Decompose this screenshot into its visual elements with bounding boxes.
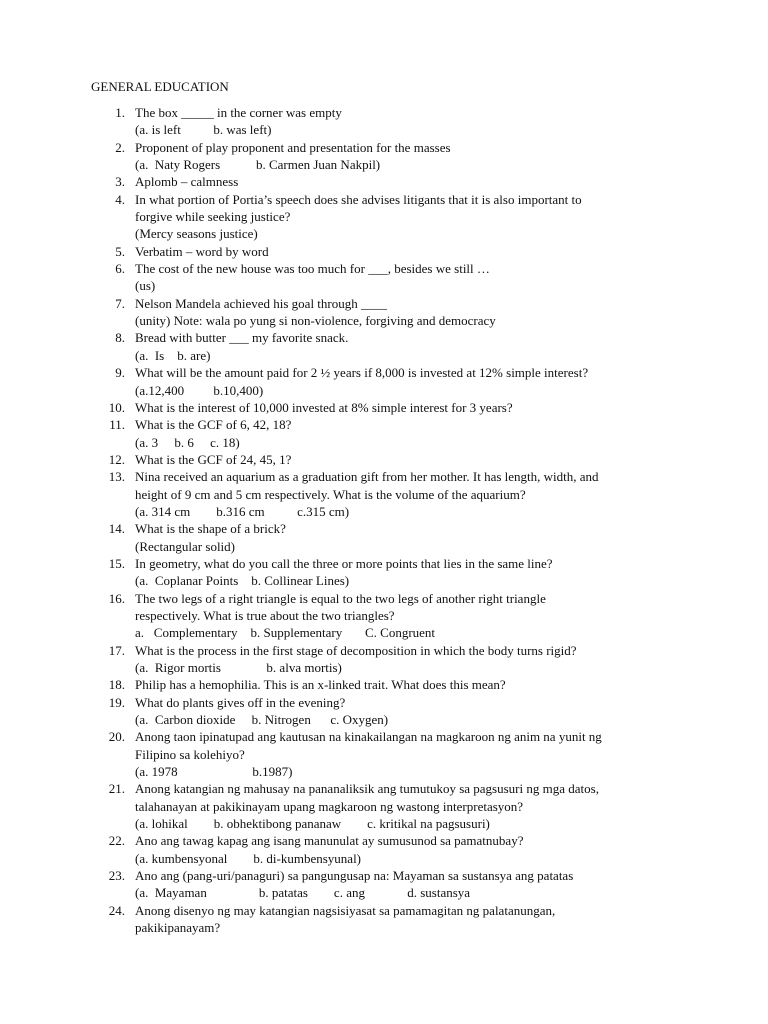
question-text: What is the GCF of 24, 45, 1? bbox=[135, 451, 292, 467]
question-continuation: Filipino sa kolehiyo? bbox=[135, 746, 245, 762]
question-text: Anong taon ipinatupad ang kautusan na kinakailangan na magkaroon ng anim na yunit ng bbox=[135, 729, 602, 745]
question-number: 1. bbox=[115, 105, 125, 120]
question-text: What will be the amount paid for 2 ½ years if 8,000 is invested at 12% simple interest? bbox=[135, 365, 589, 381]
question-item bbox=[91, 329, 691, 364]
question-number: 7. bbox=[115, 295, 125, 311]
question-item bbox=[91, 295, 691, 330]
question-continuation: height of 9 cm and 5 cm respectively. What is the volume of the aquarium? bbox=[135, 486, 526, 502]
question-text: The cost of the new house was too much for ___, besides we still … bbox=[135, 261, 490, 277]
question-text: What do plants gives off in the evening? bbox=[135, 694, 346, 710]
question-text: Bread with butter ___ my favorite snack. bbox=[135, 330, 349, 346]
question-text: Anong katangian ng mahusay na pananaliksik ang tumutukoy sa pagsusuri ng mga datos, bbox=[135, 781, 599, 797]
question-number: 14. bbox=[108, 521, 125, 537]
question-number: 10. bbox=[108, 399, 125, 415]
question-item bbox=[91, 555, 691, 590]
question-item bbox=[91, 364, 691, 399]
question-number: 8. bbox=[115, 330, 125, 346]
question-text: Philip has a hemophilia. This is an x-linked trait. What does this mean? bbox=[135, 677, 506, 693]
question-item bbox=[91, 191, 691, 243]
question-text: Aplomb – calmness bbox=[135, 174, 239, 190]
question-number: 20. bbox=[108, 729, 125, 745]
question-number: 4. bbox=[115, 191, 125, 207]
question-item bbox=[91, 676, 691, 693]
question-text: Ano ang (pang-uri/panaguri) sa pangungusap na: Mayaman sa sustansya ang patatas bbox=[135, 868, 574, 884]
question-continuation: (a. Coplanar Points b. Collinear Lines) bbox=[135, 573, 350, 589]
question-number: 9. bbox=[115, 365, 125, 381]
question-item bbox=[91, 399, 691, 416]
question-text: Nelson Mandela achieved his goal through ____ bbox=[135, 295, 387, 311]
question-text: Nina received an aquarium as a graduation gift from her mother. It has length, width, and bbox=[135, 469, 599, 485]
question-text: What is the GCF of 6, 42, 18? bbox=[135, 417, 292, 433]
question-number: 21. bbox=[108, 781, 125, 797]
question-number: 2. bbox=[115, 139, 125, 155]
question-text: The two legs of a right triangle is equal to the two legs of another right triangle bbox=[135, 590, 546, 606]
question-text: Verbatim – word by word bbox=[135, 243, 269, 259]
question-continuation: respectively. What is true about the two triangles? bbox=[135, 607, 395, 623]
question-item bbox=[91, 590, 691, 642]
question-continuation: (a. kumbensyonal b. di-kumbensyunal) bbox=[135, 850, 362, 866]
question-number: 11. bbox=[109, 417, 125, 433]
question-continuation: a. Complementary b. Supplementary C. Congruent bbox=[135, 625, 436, 641]
question-text: Proponent of play proponent and presentation for the masses bbox=[135, 139, 451, 155]
question-continuation: (a. Is b. are) bbox=[135, 347, 211, 363]
question-text: What is the shape of a brick? bbox=[135, 521, 286, 537]
question-number: 16. bbox=[108, 590, 125, 606]
question-item bbox=[91, 104, 691, 139]
question-number: 13. bbox=[108, 469, 125, 485]
question-item bbox=[91, 520, 691, 555]
question-number: 24. bbox=[108, 902, 125, 918]
question-continuation: (a. Carbon dioxide b. Nitrogen c. Oxygen) bbox=[135, 712, 389, 728]
question-item bbox=[91, 139, 691, 174]
question-continuation: talahanayan at pakikinayam upang magkaroon ng wastong interpretasyon? bbox=[135, 798, 524, 814]
question-continuation: forgive while seeking justice? bbox=[135, 209, 291, 225]
question-continuation: (us) bbox=[135, 278, 156, 294]
question-text: Anong disenyo ng may katangian nagsisiyasat sa pamamagitan ng palatanungan, bbox=[135, 902, 556, 918]
question-item bbox=[91, 451, 691, 468]
question-item bbox=[91, 867, 691, 902]
question-item bbox=[91, 902, 691, 937]
question-item bbox=[91, 694, 691, 729]
question-text: What is the process in the first stage of decomposition in which the body turns rigid? bbox=[135, 642, 577, 658]
question-number: 12. bbox=[108, 451, 125, 467]
question-item bbox=[91, 780, 691, 832]
question-number: 23. bbox=[108, 868, 125, 884]
question-item bbox=[91, 173, 691, 190]
question-text: The box _____ in the corner was empty bbox=[135, 105, 342, 120]
question-number: 17. bbox=[108, 642, 125, 658]
question-text: Ano ang tawag kapag ang isang manunulat ay sumusunod sa pamatnubay? bbox=[135, 833, 524, 849]
question-item bbox=[91, 468, 691, 520]
question-continuation: (a. Mayaman b. patatas c. ang d. sustansya bbox=[135, 885, 471, 901]
question-item bbox=[91, 832, 691, 867]
question-number: 3. bbox=[115, 174, 125, 190]
question-text: In what portion of Portia’s speech does she advises litigants that it is also important to bbox=[135, 191, 582, 207]
document-title: GENERAL EDUCATION bbox=[91, 79, 229, 94]
question-number: 22. bbox=[108, 833, 125, 849]
question-continuation: (a. 3 b. 6 c. 18) bbox=[135, 434, 240, 450]
question-item bbox=[91, 260, 691, 295]
question-continuation: (a.12,400 b.10,400) bbox=[135, 382, 264, 398]
question-continuation: (a. lohikal b. obhektibong pananaw c. kritikal na pagsusuri) bbox=[135, 816, 490, 832]
question-item bbox=[91, 243, 691, 260]
question-item bbox=[91, 728, 691, 780]
question-list bbox=[91, 104, 691, 937]
question-number: 18. bbox=[108, 677, 125, 693]
question-continuation: (a. Rigor mortis b. alva mortis) bbox=[135, 660, 342, 675]
question-number: 15. bbox=[108, 555, 125, 571]
document-body bbox=[91, 78, 691, 937]
question-continuation: (a. Naty Rogers b. Carmen Juan Nakpil) bbox=[135, 157, 381, 173]
question-item bbox=[91, 416, 691, 451]
question-continuation: (unity) Note: wala po yung si non-violence, forgiving and democracy bbox=[135, 313, 496, 329]
question-number: 19. bbox=[108, 694, 125, 710]
question-text: In geometry, what do you call the three or more points that lies in the same line? bbox=[135, 555, 553, 571]
question-number: 5. bbox=[115, 243, 125, 259]
question-number: 6. bbox=[115, 261, 125, 277]
question-continuation: (Mercy seasons justice) bbox=[135, 226, 258, 242]
question-continuation: (a. 1978 b.1987) bbox=[135, 764, 293, 780]
question-continuation: (Rectangular solid) bbox=[135, 538, 235, 554]
question-continuation: (a. 314 cm b.316 cm c.315 cm) bbox=[135, 503, 350, 519]
question-continuation: (a. is left b. was left) bbox=[135, 122, 272, 138]
question-item bbox=[91, 642, 691, 677]
question-continuation: pakikipanayam? bbox=[135, 920, 221, 936]
question-text: What is the interest of 10,000 invested at 8% simple interest for 3 years? bbox=[135, 399, 513, 415]
